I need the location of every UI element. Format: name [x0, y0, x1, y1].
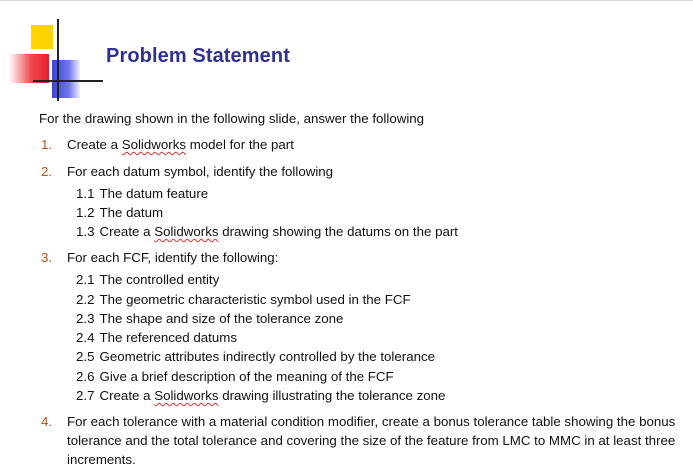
sub-item: 1.3 Create a Solidworks drawing showing the datums on the part [76, 224, 458, 240]
item-text: For each datum symbol, identify the following [67, 163, 334, 179]
list-item-1 [39, 136, 679, 155]
spellcheck-word: Solidworks [154, 224, 219, 240]
sub-item: 2.7 Create a Solidworks drawing illustrating the tolerance zone [76, 388, 446, 404]
logo-horizontal-line [33, 80, 103, 82]
sub-item: 2.5 Geometric attributes indirectly controlled by the tolerance [76, 349, 436, 365]
logo-vertical-line [57, 19, 59, 101]
sublist [67, 184, 679, 242]
sub-item: 1.1 The datum feature [76, 185, 209, 201]
list-number: 4. [41, 414, 53, 430]
sub-item: 1.2 The datum [76, 204, 164, 220]
item-text-pre: Create a [67, 137, 122, 152]
sub-item: 2.1 The controlled entity [76, 272, 220, 288]
intro-text: For the drawing shown in the following slide, answer the following [39, 111, 425, 126]
list-item-4 [39, 413, 679, 469]
list-item-2 [39, 163, 679, 242]
sub-item: 2.4 The referenced datums [76, 330, 237, 346]
slide-title: Problem Statement [106, 45, 290, 67]
sub-item: 2.3 The shape and size of the tolerance zone [76, 310, 344, 326]
list-number: 1. [41, 137, 53, 152]
sublist [67, 270, 679, 405]
list-number: 2. [41, 163, 53, 179]
slide-body [39, 110, 679, 470]
sub-item: 2.2 The geometric characteristic symbol used in the FCF [76, 291, 411, 307]
slide-logo [0, 1, 110, 111]
list-number: 3. [41, 250, 53, 266]
logo-yellow-square [31, 25, 53, 49]
sub-item: 2.6 Give a brief description of the meaning of the FCF [76, 368, 394, 384]
item-text-post: model for the part [186, 137, 294, 152]
item-text: For each FCF, identify the following: [67, 250, 279, 266]
logo-red-square [9, 54, 49, 83]
spellcheck-word: Solidworks [154, 388, 219, 404]
list-item-3 [39, 249, 679, 405]
item-text: For each tolerance with a material condition modifier, create a bonus tolerance table showing the bonus tolerance and the total tolerance and covering the size of the feature from LMC to MMC in at least three increments. [67, 414, 676, 467]
spellcheck-word: Solidworks [121, 137, 186, 152]
